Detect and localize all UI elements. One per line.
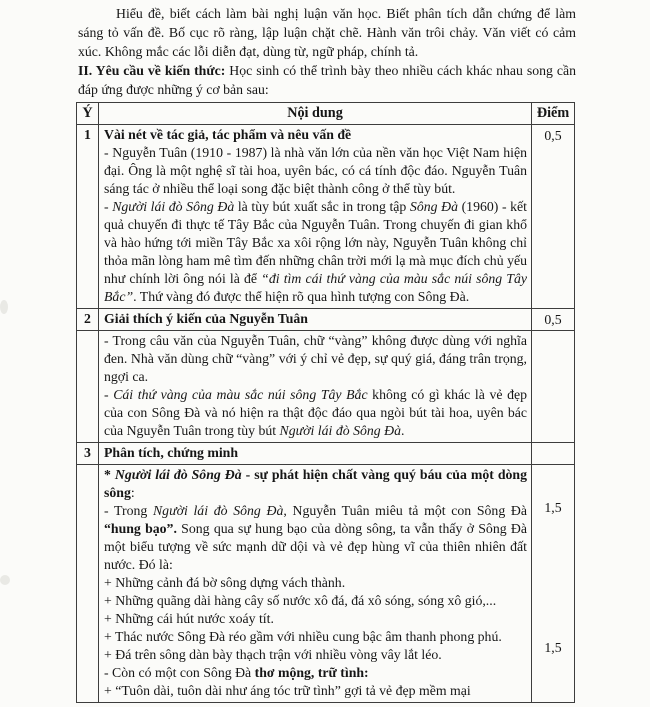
paragraph: - Người lái đò Sông Đà là tùy bút xuất sắc in trong tập Sông Đà (1960) - kết quả chuyến đi thực tế Tây Bắc của Nguyễn Tuân. Trong chuyến đi gian khổ và hào hứng tới miền Tây Bắc xa xôi rộng lớn này, Nguyễn Tuân không chỉ thỏa mãn lòng ham mê tìm đến những chân trời mới lạ mà mục đích chủ yếu như chính lời ông nói là để “đi tìm cái thứ vàng của màu sắc núi sông Tây Bắc”. Thứ vàng đó được thể hiện rõ qua hình tượng con Sông Đà. [104, 199, 528, 304]
paragraph: Giải thích ý kiến của Nguyễn Tuân [104, 311, 308, 326]
intro-section [78, 4, 576, 99]
paragraph: + Đá trên sông dàn bày thạch trận với nhiều vòng vây lắt léo. [104, 647, 442, 662]
requirements-heading [78, 61, 576, 99]
table-header-row [77, 103, 575, 125]
paragraph: * Người lái đò Sông Đà - sự phát hiện chất vàng quý báu của một dòng sông: [104, 467, 527, 500]
table-row-1 [77, 125, 575, 309]
score-cell: 0,5 [532, 125, 575, 309]
paragraph: Hiểu đề, biết cách làm bài nghị luận văn học. Biết phân tích dẫn chứng để làm sáng tỏ vấn đề. Bố cục rõ ràng, lập luận chặt chẽ. Hành văn trôi chảy. Văn viết có cảm xúc. Không mắc các lỗi diễn đạt, dùng từ, ngữ pháp, chính tả. [78, 6, 576, 59]
row-number [77, 331, 99, 443]
paragraph: - Nguyễn Tuân (1910 - 1987) là nhà văn lớn của nền văn học Việt Nam hiện đại. Ông là một nghệ sĩ tài hoa, uyên bác, có cá tính độc đáo. Nguyễn Tuân sáng tác ở nhiều thể loại song đặc biệt thành công ở thể tùy bút. [104, 145, 527, 196]
paragraph: Vài nét về tác giả, tác phẩm và nêu vấn đề [104, 127, 352, 142]
intro-paragraph [78, 4, 576, 61]
row-content [99, 331, 532, 443]
table-row-3-title [77, 443, 575, 465]
row-number [77, 465, 99, 703]
paragraph: + Thác nước Sông Đà réo gầm với nhiều cung bậc âm thanh phong phú. [104, 629, 502, 644]
column-header-noidung: Nội dung [99, 103, 532, 125]
column-header-diem: Điểm [532, 103, 575, 125]
paragraph: + Những quãng dài hàng cây số nước xô đá, đá xô sóng, sóng xô gió,... [104, 593, 497, 608]
row-number: 1 [77, 125, 99, 309]
paragraph: + Những cảnh đá bờ sông dựng vách thành. [104, 575, 346, 590]
column-header-y: Ý [77, 103, 99, 125]
paragraph: - Trong Người lái đò Sông Đà, Nguyễn Tuân miêu tả một con Sông Đà “hung bạo”. Song qua sự hung bạo của dòng sông, ta vẫn thấy ở Sông Đà một biểu tượng về sức mạnh dữ dội và vẻ đẹp hùng vĩ của thiên nhiên đất nước. Đó là: [104, 503, 528, 572]
paragraph: - Còn có một con Sông Đà thơ mộng, trữ tình: [104, 665, 369, 680]
score-value: 1,5 [544, 640, 562, 655]
row-number: 2 [77, 309, 99, 331]
score-cell: 0,5 [532, 309, 575, 331]
scan-artifact [0, 300, 8, 314]
score-cell [532, 331, 575, 443]
row-content [99, 125, 532, 309]
score-value: 1,5 [544, 500, 562, 515]
table-row-3-body [77, 465, 575, 703]
paragraph: Phân tích, chứng minh [104, 445, 239, 460]
table-row-2-title [77, 309, 575, 331]
score-cell [532, 465, 575, 703]
row-number: 3 [77, 443, 99, 465]
row-content [99, 443, 532, 465]
rubric-table [76, 102, 575, 703]
paragraph: - Trong câu văn của Nguyễn Tuân, chữ “vàng” không được dùng với nghĩa đen. Nhà văn dùng chữ “vàng” với ý chỉ vẻ đẹp, sự quý giá, đáng trân trọng, ngợi ca. [104, 333, 527, 384]
row-content [99, 309, 532, 331]
score-cell [532, 443, 575, 465]
scan-artifact [0, 575, 10, 585]
paragraph: + Những cái hút nước xoáy tít. [104, 611, 274, 626]
paragraph: + “Tuôn dài, tuôn dài như áng tóc trữ tình” gợi tả vẻ đẹp mềm mại [104, 683, 471, 698]
row-content [99, 465, 532, 703]
paragraph: - Cái thứ vàng của màu sắc núi sông Tây Bắc không có gì khác là vẻ đẹp của con Sông Đà và nó hiện ra thật độc đáo qua ngòi bút tài hoa, uyên bác của Nguyễn Tuân trong tùy bút Người lái đò Sông Đà. [104, 387, 528, 438]
table-row-2-body [77, 331, 575, 443]
paragraph: II. Yêu cầu về kiến thức: Học sinh có thể trình bày theo nhiều cách khác nhau song cần đáp ứng được những ý cơ bản sau: [78, 63, 577, 97]
